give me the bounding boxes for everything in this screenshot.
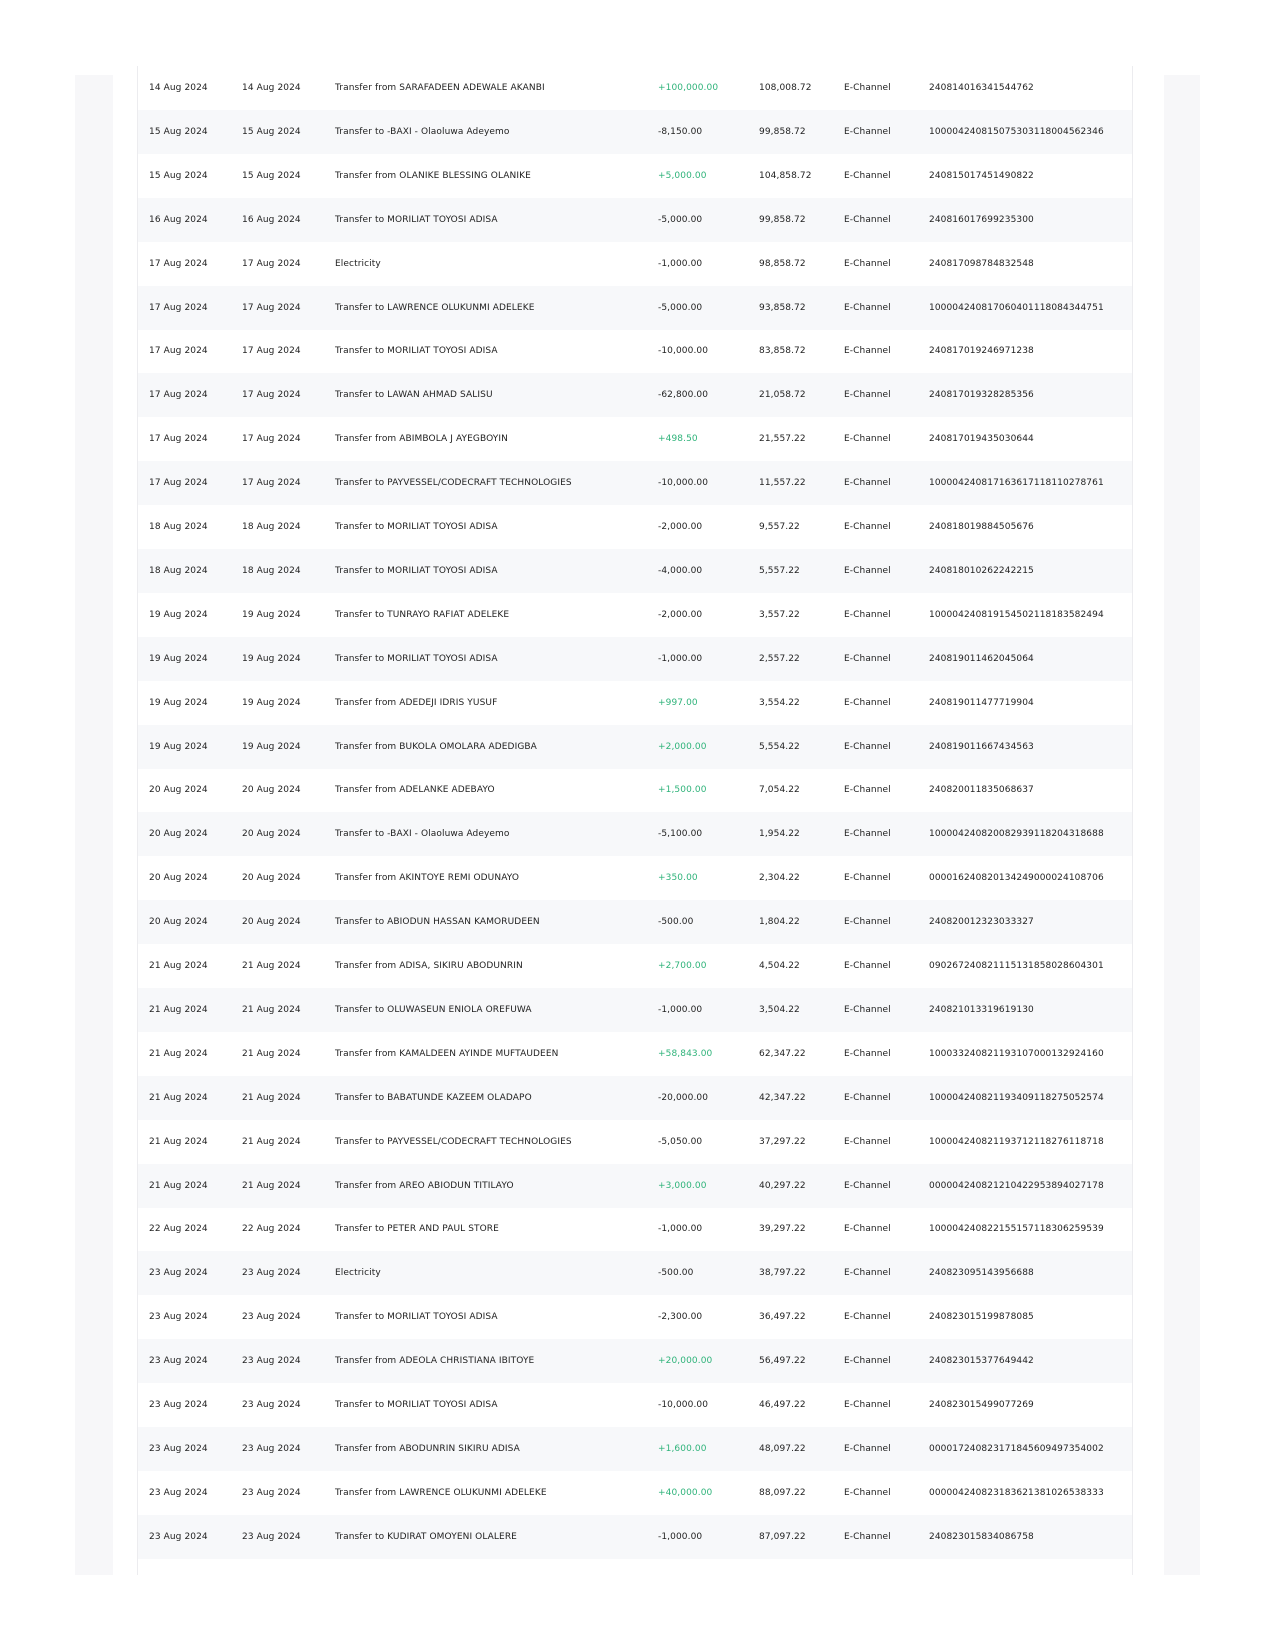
transaction-description: Transfer to PAYVESSEL/CODECRAFT TECHNOLOGIES (335, 1136, 572, 1147)
transaction-channel: E-Channel (844, 917, 891, 928)
transaction-amount: +350.00 (658, 873, 698, 884)
transaction-amount: +5,000.00 (658, 170, 707, 181)
transaction-description: Transfer from ADEOLA CHRISTIANA IBITOYE (335, 1356, 535, 1367)
transaction-channel: E-Channel (844, 785, 891, 796)
transaction-channel: E-Channel (844, 1487, 891, 1498)
transaction-date: 17 Aug 2024 (149, 390, 208, 401)
table-row (138, 1515, 1132, 1559)
value-date: 14 Aug 2024 (242, 83, 301, 93)
transaction-amount: +997.00 (658, 697, 698, 708)
transaction-description: Electricity (335, 1268, 381, 1279)
transaction-amount: +2,000.00 (658, 741, 707, 752)
table-row (138, 1295, 1132, 1339)
transaction-date: 23 Aug 2024 (149, 1531, 208, 1542)
transaction-amount: +100,000.00 (658, 83, 719, 93)
transaction-description: Transfer from AKINTOYE REMI ODUNAYO (335, 873, 520, 884)
transaction-date: 19 Aug 2024 (149, 697, 208, 708)
transaction-channel: E-Channel (844, 697, 891, 708)
transaction-reference: 100004240815075303118004562346 (929, 126, 1104, 137)
transaction-description: Transfer to TUNRAYO RAFIAT ADELEKE (335, 609, 510, 620)
value-date: 15 Aug 2024 (242, 170, 301, 181)
table-row (138, 637, 1132, 681)
running-balance: 3,504.22 (759, 1004, 800, 1015)
table-row (138, 856, 1132, 900)
transaction-date: 23 Aug 2024 (149, 1312, 208, 1323)
transaction-date: 21 Aug 2024 (149, 1180, 208, 1191)
transaction-reference: 240823015499077269 (929, 1400, 1034, 1410)
transaction-reference: 240817019435030644 (929, 434, 1034, 445)
transaction-amount: -4,000.00 (658, 565, 703, 576)
table-row (138, 1207, 1132, 1251)
transaction-reference: 100004240817060401118084344751 (929, 302, 1104, 313)
transaction-date: 21 Aug 2024 (149, 1004, 208, 1015)
value-date: 17 Aug 2024 (242, 346, 301, 357)
transaction-description: Electricity (335, 258, 381, 269)
value-date: 18 Aug 2024 (242, 565, 301, 576)
transaction-reference: 240817019246971238 (929, 346, 1034, 357)
transaction-channel: E-Channel (844, 1004, 891, 1015)
value-date: 21 Aug 2024 (242, 1092, 301, 1103)
transaction-channel: E-Channel (844, 1312, 891, 1323)
table-row (138, 373, 1132, 417)
value-date: 21 Aug 2024 (242, 1180, 301, 1191)
transaction-reference: 100004240819154502118183582494 (929, 609, 1104, 620)
transaction-amount: -1,000.00 (658, 1531, 703, 1542)
running-balance: 11,557.22 (759, 478, 806, 489)
running-balance: 2,304.22 (759, 873, 800, 884)
value-date: 21 Aug 2024 (242, 1048, 301, 1059)
value-date: 20 Aug 2024 (242, 917, 301, 928)
transaction-date: 23 Aug 2024 (149, 1487, 208, 1498)
transaction-description: Transfer from LAWRENCE OLUKUNMI ADELEKE (335, 1487, 547, 1498)
table-row (138, 1471, 1132, 1515)
table-row (138, 1032, 1132, 1076)
table-row (138, 461, 1132, 505)
transaction-reference: 240819011462045064 (929, 653, 1034, 664)
transaction-channel: E-Channel (844, 961, 891, 971)
transaction-reference: 240815017451490822 (929, 170, 1034, 181)
transaction-channel: E-Channel (844, 1048, 891, 1059)
transaction-date: 19 Aug 2024 (149, 609, 208, 620)
running-balance: 99,858.72 (759, 214, 806, 225)
running-balance: 3,557.22 (759, 609, 800, 620)
transaction-amount: +2,700.00 (658, 961, 707, 971)
running-balance: 37,297.22 (759, 1136, 806, 1147)
value-date: 17 Aug 2024 (242, 258, 301, 269)
transaction-amount: -1,000.00 (658, 1224, 703, 1235)
value-date: 23 Aug 2024 (242, 1531, 301, 1542)
transaction-amount: -5,000.00 (658, 302, 703, 313)
transaction-reference: 240820012323033327 (929, 917, 1034, 928)
transaction-date: 21 Aug 2024 (149, 1048, 208, 1059)
running-balance: 104,858.72 (759, 170, 812, 181)
transaction-description: Transfer from KAMALDEEN AYINDE MUFTAUDEEN (335, 1048, 559, 1059)
transaction-channel: E-Channel (844, 653, 891, 664)
transaction-date: 23 Aug 2024 (149, 1400, 208, 1410)
transaction-amount: -20,000.00 (658, 1092, 709, 1103)
transaction-date: 17 Aug 2024 (149, 258, 208, 269)
value-date: 15 Aug 2024 (242, 126, 301, 137)
value-date: 16 Aug 2024 (242, 214, 301, 225)
transaction-amount: +1,500.00 (658, 785, 707, 796)
transaction-channel: E-Channel (844, 1268, 891, 1279)
running-balance: 21,557.22 (759, 434, 806, 445)
transaction-date: 22 Aug 2024 (149, 1224, 208, 1235)
running-balance: 87,097.22 (759, 1531, 806, 1542)
transaction-amount: -1,000.00 (658, 653, 703, 664)
transaction-description: Transfer from ABODUNRIN SIKIRU ADISA (335, 1443, 520, 1454)
transaction-date: 15 Aug 2024 (149, 126, 208, 137)
running-balance: 56,497.22 (759, 1356, 806, 1367)
transaction-reference: 240823015199878085 (929, 1312, 1034, 1323)
value-date: 18 Aug 2024 (242, 522, 301, 532)
transaction-channel: E-Channel (844, 434, 891, 445)
running-balance: 88,097.22 (759, 1487, 806, 1498)
transaction-date: 20 Aug 2024 (149, 829, 208, 840)
table-row (138, 944, 1132, 988)
transaction-reference: 000017240823171845609497354002 (929, 1443, 1104, 1454)
transaction-reference: 240823015377649442 (929, 1356, 1034, 1367)
value-date: 23 Aug 2024 (242, 1400, 301, 1410)
transaction-description: Transfer to PETER AND PAUL STORE (335, 1224, 499, 1235)
transaction-channel: E-Channel (844, 478, 891, 489)
transaction-description: Transfer to LAWRENCE OLUKUNMI ADELEKE (335, 302, 535, 313)
table-row (138, 417, 1132, 461)
transaction-date: 20 Aug 2024 (149, 917, 208, 928)
transaction-channel: E-Channel (844, 1092, 891, 1103)
transaction-description: Transfer from ADISA, SIKIRU ABODUNRIN (335, 961, 523, 971)
transaction-amount: -500.00 (658, 1268, 694, 1279)
transaction-description: Transfer to -BAXI - Olaoluwa Adeyemo (335, 126, 510, 137)
transaction-channel: E-Channel (844, 126, 891, 137)
transaction-date: 17 Aug 2024 (149, 478, 208, 489)
transaction-reference: 240819011477719904 (929, 697, 1034, 708)
table-row (138, 681, 1132, 725)
transaction-reference: 240820011835068637 (929, 785, 1034, 796)
transaction-date: 23 Aug 2024 (149, 1356, 208, 1367)
running-balance: 4,504.22 (759, 961, 800, 971)
transaction-description: Transfer to MORILIAT TOYOSI ADISA (335, 214, 498, 225)
transaction-amount: -2,300.00 (658, 1312, 703, 1323)
value-date: 20 Aug 2024 (242, 873, 301, 884)
value-date: 19 Aug 2024 (242, 653, 301, 664)
transaction-date: 20 Aug 2024 (149, 873, 208, 884)
transaction-reference: 100004240822155157118306259539 (929, 1224, 1104, 1235)
running-balance: 40,297.22 (759, 1180, 806, 1191)
transaction-amount: -1,000.00 (658, 258, 703, 269)
running-balance: 21,058.72 (759, 390, 806, 401)
value-date: 23 Aug 2024 (242, 1487, 301, 1498)
transaction-reference: 240823095143956688 (929, 1268, 1034, 1279)
table-row (138, 900, 1132, 944)
value-date: 17 Aug 2024 (242, 302, 301, 313)
table-row (138, 988, 1132, 1032)
transaction-date: 21 Aug 2024 (149, 961, 208, 971)
table-row (138, 198, 1132, 242)
transaction-amount: -62,800.00 (658, 390, 709, 401)
transaction-date: 16 Aug 2024 (149, 214, 208, 225)
transaction-date: 23 Aug 2024 (149, 1268, 208, 1279)
running-balance: 38,797.22 (759, 1268, 806, 1279)
transaction-channel: E-Channel (844, 1180, 891, 1191)
transaction-amount: -5,000.00 (658, 214, 703, 225)
transaction-channel: E-Channel (844, 302, 891, 313)
transaction-reference: 100004240821193712118276118718 (929, 1136, 1104, 1147)
transaction-channel: E-Channel (844, 522, 891, 532)
value-date: 22 Aug 2024 (242, 1224, 301, 1235)
transaction-amount: -500.00 (658, 917, 694, 928)
value-date: 23 Aug 2024 (242, 1443, 301, 1454)
running-balance: 62,347.22 (759, 1048, 806, 1059)
transaction-amount: +40,000.00 (658, 1487, 713, 1498)
value-date: 19 Aug 2024 (242, 741, 301, 752)
running-balance: 46,497.22 (759, 1400, 806, 1410)
transaction-description: Transfer to MORILIAT TOYOSI ADISA (335, 346, 498, 357)
table-row (138, 1383, 1132, 1427)
transaction-description: Transfer to -BAXI - Olaoluwa Adeyemo (335, 829, 510, 840)
transaction-description: Transfer to MORILIAT TOYOSI ADISA (335, 1312, 498, 1323)
transaction-amount: +58,843.00 (658, 1048, 713, 1059)
transaction-date: 18 Aug 2024 (149, 522, 208, 532)
running-balance: 98,858.72 (759, 258, 806, 269)
transaction-channel: E-Channel (844, 83, 891, 93)
transactions-table (137, 66, 1133, 1575)
transaction-description: Transfer to MORILIAT TOYOSI ADISA (335, 565, 498, 576)
running-balance: 1,804.22 (759, 917, 800, 928)
transaction-description: Transfer to LAWAN AHMAD SALISU (335, 390, 493, 401)
table-row (138, 1076, 1132, 1120)
table-row (138, 1339, 1132, 1383)
running-balance: 9,557.22 (759, 522, 800, 532)
transaction-reference: 240818019884505676 (929, 522, 1034, 532)
transaction-reference: 100004240821193409118275052574 (929, 1092, 1104, 1103)
running-balance: 48,097.22 (759, 1443, 806, 1454)
table-row (138, 725, 1132, 769)
table-row (138, 593, 1132, 637)
transaction-amount: +20,000.00 (658, 1356, 713, 1367)
value-date: 20 Aug 2024 (242, 829, 301, 840)
transaction-reference: 240817019328285356 (929, 390, 1034, 401)
transaction-reference: 240817098784832548 (929, 258, 1034, 269)
transaction-description: Transfer to KUDIRAT OMOYENI OLALERE (335, 1531, 517, 1542)
table-row (138, 329, 1132, 373)
transaction-date: 21 Aug 2024 (149, 1136, 208, 1147)
transaction-amount: -8,150.00 (658, 126, 703, 137)
page-margin-left (75, 75, 113, 1575)
table-row (138, 768, 1132, 812)
running-balance: 5,554.22 (759, 741, 800, 752)
value-date: 21 Aug 2024 (242, 961, 301, 971)
page-margin-right (1164, 75, 1200, 1575)
transaction-date: 20 Aug 2024 (149, 785, 208, 796)
transaction-reference: 240814016341544762 (929, 83, 1034, 93)
transaction-channel: E-Channel (844, 1136, 891, 1147)
value-date: 23 Aug 2024 (242, 1268, 301, 1279)
transaction-description: Transfer from AREO ABIODUN TITILAYO (335, 1180, 514, 1191)
transaction-description: Transfer from OLANIKE BLESSING OLANIKE (335, 170, 531, 181)
value-date: 23 Aug 2024 (242, 1312, 301, 1323)
transaction-channel: E-Channel (844, 1356, 891, 1367)
table-row (138, 66, 1132, 110)
transaction-channel: E-Channel (844, 214, 891, 225)
table-row (138, 1164, 1132, 1208)
table-row (138, 1427, 1132, 1471)
transaction-date: 17 Aug 2024 (149, 434, 208, 445)
table-row (138, 286, 1132, 330)
transaction-date: 17 Aug 2024 (149, 302, 208, 313)
transaction-channel: E-Channel (844, 873, 891, 884)
transaction-amount: -10,000.00 (658, 346, 709, 357)
table-row (138, 549, 1132, 593)
table-row (138, 505, 1132, 549)
transaction-amount: -10,000.00 (658, 478, 709, 489)
transaction-channel: E-Channel (844, 346, 891, 357)
running-balance: 2,557.22 (759, 653, 800, 664)
value-date: 19 Aug 2024 (242, 697, 301, 708)
transaction-reference: 240816017699235300 (929, 214, 1034, 225)
transaction-description: Transfer from SARAFADEEN ADEWALE AKANBI (335, 83, 545, 93)
running-balance: 93,858.72 (759, 302, 806, 313)
transaction-amount: -10,000.00 (658, 1400, 709, 1410)
value-date: 21 Aug 2024 (242, 1136, 301, 1147)
transaction-reference: 240823015834086758 (929, 1531, 1034, 1542)
transaction-date: 18 Aug 2024 (149, 565, 208, 576)
transaction-date: 19 Aug 2024 (149, 653, 208, 664)
transaction-reference: 000016240820134249000024108706 (929, 873, 1104, 884)
transaction-date: 15 Aug 2024 (149, 170, 208, 181)
running-balance: 3,554.22 (759, 697, 800, 708)
running-balance: 39,297.22 (759, 1224, 806, 1235)
value-date: 23 Aug 2024 (242, 1356, 301, 1367)
transaction-channel: E-Channel (844, 1224, 891, 1235)
transaction-reference: 000004240821210422953894027178 (929, 1180, 1104, 1191)
transaction-reference: 000004240823183621381026538333 (929, 1487, 1104, 1498)
transaction-date: 17 Aug 2024 (149, 346, 208, 357)
table-row (138, 110, 1132, 154)
transaction-amount: -2,000.00 (658, 609, 703, 620)
transaction-amount: +498.50 (658, 434, 698, 445)
transaction-amount: +1,600.00 (658, 1443, 707, 1454)
value-date: 17 Aug 2024 (242, 434, 301, 445)
value-date: 21 Aug 2024 (242, 1004, 301, 1015)
transaction-date: 14 Aug 2024 (149, 83, 208, 93)
transaction-description: Transfer to ABIODUN HASSAN KAMORUDEEN (335, 917, 540, 928)
table-row (138, 1120, 1132, 1164)
running-balance: 5,557.22 (759, 565, 800, 576)
transaction-date: 19 Aug 2024 (149, 741, 208, 752)
transaction-amount: +3,000.00 (658, 1180, 707, 1191)
transaction-description: Transfer to BABATUNDE KAZEEM OLADAPO (335, 1092, 532, 1103)
transaction-reference: 090267240821115131858028604301 (929, 961, 1104, 971)
transaction-amount: -5,050.00 (658, 1136, 703, 1147)
transaction-description: Transfer to MORILIAT TOYOSI ADISA (335, 1400, 498, 1410)
transaction-channel: E-Channel (844, 258, 891, 269)
value-date: 20 Aug 2024 (242, 785, 301, 796)
running-balance: 108,008.72 (759, 83, 812, 93)
running-balance: 42,347.22 (759, 1092, 806, 1103)
transaction-reference: 100004240820082939118204318688 (929, 829, 1104, 840)
transaction-reference: 100033240821193107000132924160 (929, 1048, 1104, 1059)
running-balance: 36,497.22 (759, 1312, 806, 1323)
transaction-description: Transfer to MORILIAT TOYOSI ADISA (335, 522, 498, 532)
transaction-channel: E-Channel (844, 1400, 891, 1410)
transaction-reference: 240818010262242215 (929, 565, 1034, 576)
transaction-channel: E-Channel (844, 565, 891, 576)
value-date: 17 Aug 2024 (242, 478, 301, 489)
transaction-description: Transfer to MORILIAT TOYOSI ADISA (335, 653, 498, 664)
table-row (138, 154, 1132, 198)
transaction-reference: 240821013319619130 (929, 1004, 1034, 1015)
transaction-channel: E-Channel (844, 170, 891, 181)
table-row (138, 812, 1132, 856)
transaction-channel: E-Channel (844, 390, 891, 401)
value-date: 17 Aug 2024 (242, 390, 301, 401)
value-date: 19 Aug 2024 (242, 609, 301, 620)
transaction-channel: E-Channel (844, 1443, 891, 1454)
running-balance: 83,858.72 (759, 346, 806, 357)
transaction-channel: E-Channel (844, 609, 891, 620)
transaction-description: Transfer to PAYVESSEL/CODECRAFT TECHNOLOGIES (335, 478, 572, 489)
transaction-description: Transfer to OLUWASEUN ENIOLA OREFUWA (335, 1004, 532, 1015)
transaction-reference: 100004240817163617118110278761 (929, 478, 1104, 489)
running-balance: 7,054.22 (759, 785, 800, 796)
transaction-channel: E-Channel (844, 1531, 891, 1542)
transaction-amount: -5,100.00 (658, 829, 703, 840)
transaction-reference: 240819011667434563 (929, 741, 1034, 752)
running-balance: 1,954.22 (759, 829, 800, 840)
transaction-channel: E-Channel (844, 829, 891, 840)
transaction-amount: -2,000.00 (658, 522, 703, 532)
transaction-date: 21 Aug 2024 (149, 1092, 208, 1103)
table-row (138, 242, 1132, 286)
transaction-date: 23 Aug 2024 (149, 1443, 208, 1454)
transaction-channel: E-Channel (844, 741, 891, 752)
running-balance: 99,858.72 (759, 126, 806, 137)
table-row (138, 1251, 1132, 1295)
transaction-description: Transfer from ADEDEJI IDRIS YUSUF (335, 697, 498, 708)
transaction-description: Transfer from ADELANKE ADEBAYO (335, 785, 495, 796)
transaction-description: Transfer from ABIMBOLA J AYEGBOYIN (335, 434, 508, 445)
transaction-amount: -1,000.00 (658, 1004, 703, 1015)
transaction-description: Transfer from BUKOLA OMOLARA ADEDIGBA (335, 741, 537, 752)
